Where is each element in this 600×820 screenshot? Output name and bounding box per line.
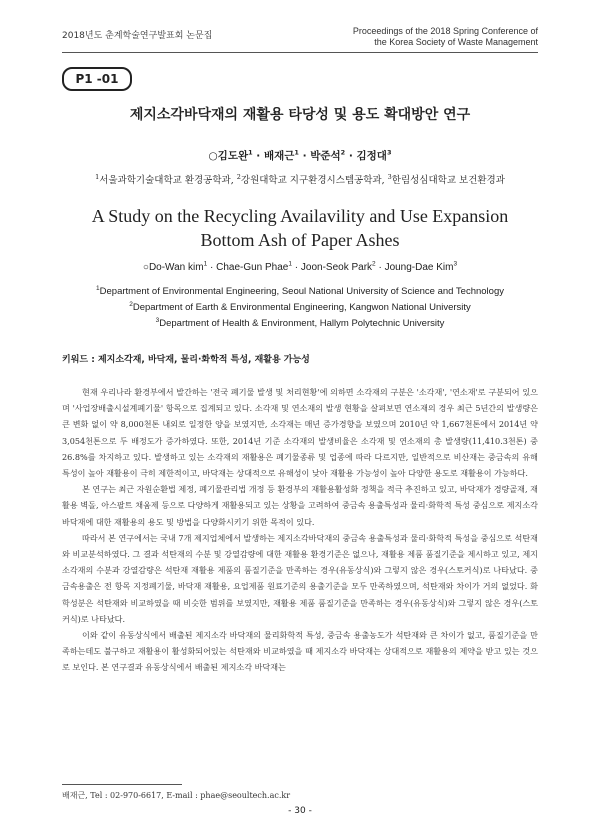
footnote-rule [62,784,182,785]
affiliation-line [40,284,560,300]
affiliation: 한림성심대학교 보건환경과 [391,175,505,186]
affiliation-mark: 3 [386,148,392,157]
running-header-right-line1: Proceedings of the 2018 Spring Conference of [352,26,538,36]
affiliation: Department of Environmental Engineering, Seoul National University of Science and Technology [99,286,504,297]
header-rule [62,52,538,53]
affiliation: Department of Earth & Environmental Engineering, Kangwon National University [132,302,471,313]
paragraph: 따라서 본 연구에서는 국내 7개 제지업체에서 발생하는 제지소각바닥재의 중금속 용출특성과 물리·화학적 특성을 중심으로 석탄재와 비교분석하였다. 그 결과 석탄재의 수분 및 강열감량에 대한 재활용 환경기준은 없으나, 재활용 제품 품질기준을 제시하고 있고, 제지소각재의 수분과 강열감량은 석탄재 재활용 제품의 품질기준을 만족하는 경우(유동상식)와 그렇지 않은 경우(스토커식)로 나타났다. 중금속용출은 전 항목 지정폐기물, 바닥재 재활용, 요업제품 원료기준의 용출기준을 모두 만족하였으며, 석탄재와 차이가 거의 없었다. 화학성분은 석탄재와 비교하였을 때 비슷한 범위를 보였지만, 재활용 제품 품질기준을 만족하는 경우(유동상식)와 그렇지 않은 경우(스토커식)로 나타났다. [62,532,538,624]
page-number: - 30 - [288,806,312,816]
affiliations-korean [20,172,580,186]
running-header-right [353,26,538,48]
title-english-line1: A Study on the Recycling Availavility and Use Expansion [91,206,509,226]
presenter-marker: ○ [208,150,218,162]
affiliation-mark: 1 [96,284,100,292]
paragraph: 현재 우리나라 환경부에서 발간하는 '전국 폐기물 발생 및 처리현황'에 의하면 소각재의 구분은 '소각재', '연소재'로 구분되어 있으며 '사업장배출시설계폐기물' 항목으로 집계되고 있다. 소각재 및 연소재의 발생 현황을 살펴보면 연소재의 경우 최근 5년간의 발생량은 큰 변화 없이 약 8,000천톤 내외로 일정한 양을 보였지만, 소각재는 매년 증가경향을 보였으며 2010년 약 1,667천톤에서 2014년 약 3,054천톤으로 두 배정도가 증가하였다. 또한, 2014년 기준 소각재의 발생비율은 소각재 및 연소재의 총 발생량(11,410.3천톤) 중 26.8%를 차지하고 있다. 발생하고 있는 소각재의 재활용은 폐기물종류 및 업종에 따라 다르지만, 일반적으로 비산재는 중금속의 유해특성이 높아 재활용이 극히 제한적이고, 바닥재는 상대적으로 유해성이 낮아 재활용 가능성이 높아 다양한 용도로 재활용이 가능하다. [62,387,538,479]
author-name: Joon-Seok Park [300,262,373,273]
author-separator: · [298,150,311,162]
paragraph: 본 연구는 최근 자원순환법 제정, 폐기물관리법 개정 등 환경부의 재활용활성화 정책을 적극 추진하고 있고, 바닥재가 경량골재, 재활용 벽돌, 아스팔트 채움제 등으로 다양하게 재활용되고 있는 상황을 고려하여 중금속 용출특성과 물리·화학적 특성 중심으로 제지소각바닥재에 대한 재활용의 용도 및 방법을 다양화시키기 위한 목적이 있다. [62,484,538,527]
title-english [40,204,560,252]
corresponding-author-footnote: 배재근, Tel : 02-970-6617, E-mail : phae@seoultech.ac.kr [62,791,291,800]
running-header-right-line2: the Korea Society of Waste Management [374,37,538,47]
affiliation-mark: 1 [95,172,100,181]
affiliation-mark: 1 [248,148,253,157]
affiliation-mark: 1 [294,148,299,157]
authors-english [40,262,560,273]
affiliation-mark: 2 [372,260,376,268]
author-name: 김도완 [217,150,249,162]
affiliation-mark: 1 [203,260,208,268]
author-separator: · [207,262,217,273]
affiliation-mark: 2 [129,300,133,308]
title-korean: 제지소각바닥재의 재활용 타당성 및 용도 확대방안 연구 [129,107,471,123]
affiliation-mark: 3 [453,260,458,268]
author-name: 김정대 [356,150,387,162]
affiliation: Department of Health & Environment, Hallym Polytechnic University [159,318,445,329]
author-separator: · [252,150,264,162]
title-english-line2: Bottom Ash of Paper Ashes [200,230,400,250]
affiliation-mark: 3 [387,172,392,181]
affiliation-mark: 2 [236,172,241,181]
author-separator: · [375,262,385,273]
affiliation-line [40,316,560,332]
author-name: Joung-Dae Kim [384,262,454,273]
author-separator: · [292,262,301,273]
author-name: 박준석 [310,150,341,162]
author-name: 배재근 [263,150,295,162]
running-header-left: 2018년도 춘계학술연구발표회 논문집 [62,31,213,41]
authors-korean [40,148,560,163]
paragraph: 이와 같이 유동상식에서 배출된 제지소각 바닥재의 물리화학적 특성, 중금속 용출농도가 석탄재와 큰 차이가 없고, 품질기준을 만족하는데도 불구하고 재활용이 활성화되어있는 석탄재와 비교하였을 때 제지소각 바닥재는 상대적으로 재활용의 제약을 받고 있는 것으로 보인다. 본 연구결과 유동상식에서 배출된 제지소각 바닥재는 [62,630,538,673]
affiliations-english [40,284,560,332]
presenter-marker: ○ [142,262,149,273]
affiliation-line [40,300,560,316]
body-text [62,384,538,676]
affiliation: 서울과학기술대학교 환경공학과, [99,175,237,186]
keywords: 키워드 : 제지소각재, 바닥재, 물리·화학적 특성, 재활용 가능성 [62,355,310,365]
author-name: Do-Wan kim [148,262,204,273]
affiliation: 강원대학교 지구환경시스템공학과, [240,175,388,186]
paper-id-badge: P1 -01 [62,67,132,91]
affiliation-mark: 3 [155,316,160,324]
author-separator: · [345,150,357,162]
affiliation-mark: 1 [288,260,292,268]
affiliation-mark: 2 [340,148,346,157]
author-name: Chae-Gun Phae [216,262,289,273]
